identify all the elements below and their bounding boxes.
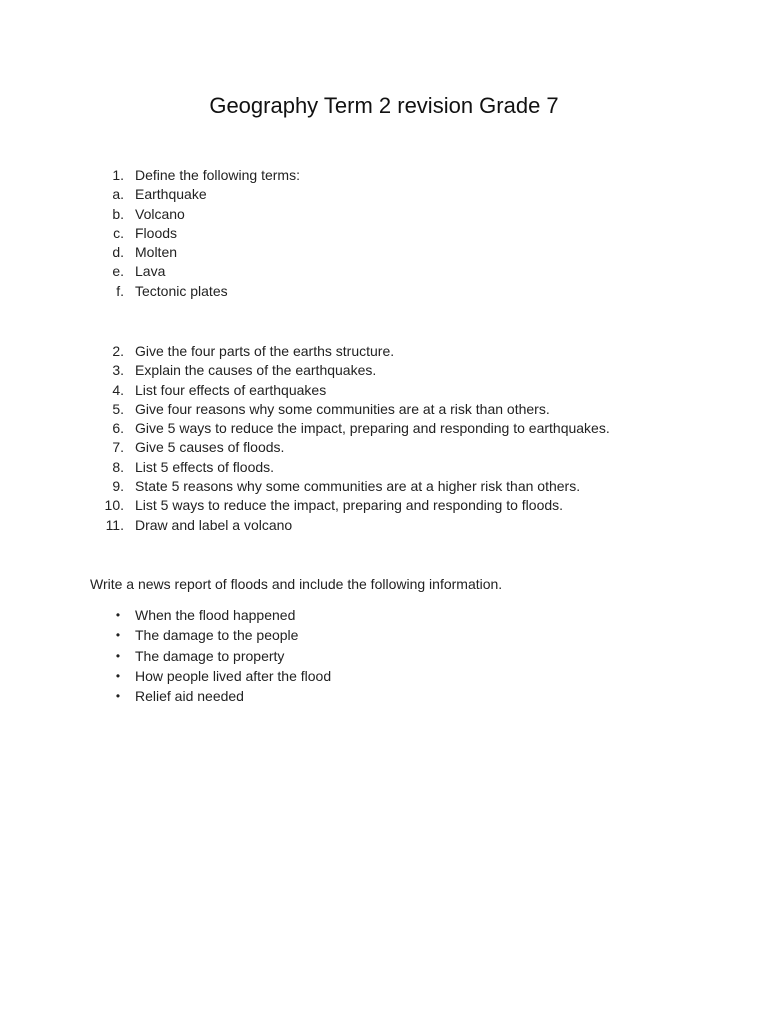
list-marker: e. — [112, 263, 124, 280]
list-item-text: Lava — [135, 263, 166, 280]
list-item-text: Give the four parts of the earths structure. — [135, 343, 395, 359]
list-item-text: Volcano — [135, 205, 185, 222]
bullet-icon: • — [115, 608, 121, 622]
list-marker: f. — [116, 282, 124, 299]
list-marker: 11. — [105, 516, 124, 533]
list-item-text: Give four reasons why some communities are at a risk than others. — [135, 400, 550, 417]
list-item-text: When the flood happened — [135, 607, 296, 623]
list-item-text: Draw and label a volcano — [135, 516, 293, 533]
list-item-text: Explain the causes of the earthquakes. — [135, 362, 377, 379]
list-item-text: The damage to property — [135, 647, 285, 664]
list-item-text: How people lived after the flood — [135, 667, 332, 684]
list-item-text: The damage to the people — [135, 627, 299, 644]
news-report-instruction: Write a news report of floods and include the following information. — [90, 576, 503, 592]
list-item-text: Molten — [135, 244, 178, 261]
bullet-icon: • — [115, 648, 121, 663]
bullet-icon: • — [115, 689, 121, 704]
list-item-text: Tectonic plates — [135, 282, 228, 299]
bullet-icon: • — [115, 668, 121, 683]
list-marker: 6. — [112, 420, 124, 437]
list-marker: a. — [112, 186, 124, 203]
list-marker: 1. — [112, 167, 124, 183]
list-marker: 8. — [112, 458, 124, 475]
list-marker: d. — [112, 244, 124, 261]
list-item-text: Give 5 ways to reduce the impact, preparing and responding to earthquakes. — [135, 420, 610, 437]
list-item-text: State 5 reasons why some communities are at a higher risk than others. — [135, 478, 581, 495]
list-marker: 9. — [112, 478, 124, 495]
list-item-text: List four effects of earthquakes — [135, 381, 327, 398]
list-item-text: Relief aid needed — [135, 688, 244, 705]
list-marker: 2. — [112, 343, 124, 359]
list-marker: c. — [113, 224, 124, 241]
list-marker: 7. — [112, 439, 124, 456]
list-item-text: Give 5 causes of floods. — [135, 439, 285, 456]
list-item-text: Define the following terms: — [135, 167, 300, 183]
list-marker: 3. — [112, 362, 124, 379]
list-marker: b. — [112, 205, 124, 222]
list-marker: 4. — [112, 381, 124, 398]
list-item-text: Floods — [135, 224, 178, 241]
list-marker: 10. — [104, 497, 124, 514]
list-marker: 5. — [112, 400, 124, 417]
page-title: Geography Term 2 revision Grade 7 — [209, 93, 559, 118]
list-item-text: List 5 ways to reduce the impact, preparing and responding to floods. — [135, 497, 564, 514]
list-item-text: List 5 effects of floods. — [135, 458, 275, 475]
list-item-text: Earthquake — [135, 186, 207, 203]
bullet-icon: • — [115, 628, 121, 643]
